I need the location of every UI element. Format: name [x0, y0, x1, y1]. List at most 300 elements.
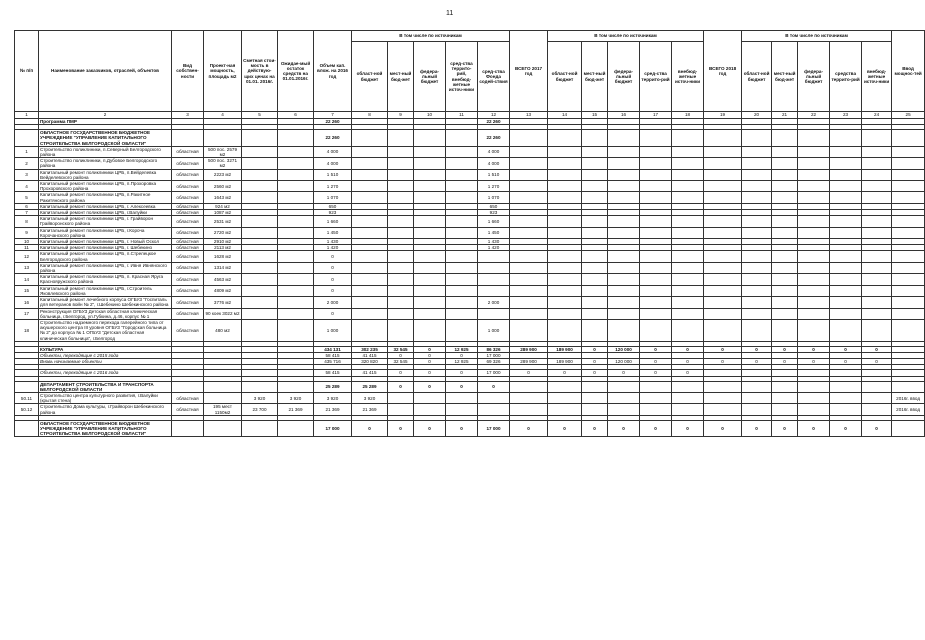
table-cell	[582, 169, 608, 180]
table-cell	[388, 130, 414, 147]
table-cell	[608, 297, 640, 308]
table-cell	[388, 319, 414, 341]
table-row	[15, 308, 925, 319]
table-cell: 41 415	[352, 370, 388, 376]
header-type: Вид собствен-ности	[172, 31, 204, 112]
row-name-cell: Строительство поликлиники, п.Дубовое Белгородского района	[39, 158, 172, 169]
table-row	[15, 319, 925, 341]
table-cell	[352, 158, 388, 169]
table-cell	[242, 216, 278, 227]
table-cell: 58 415	[314, 352, 352, 358]
table-cell: 0	[830, 359, 862, 365]
table-cell	[582, 251, 608, 262]
table-cell	[672, 392, 704, 403]
table-cell: областная	[172, 251, 204, 262]
table-cell	[862, 158, 892, 169]
table-cell	[446, 146, 478, 157]
table-cell	[478, 308, 510, 319]
table-cell	[388, 192, 414, 203]
table-cell	[892, 169, 925, 180]
table-cell	[862, 192, 892, 203]
table-cell	[548, 192, 582, 203]
table-cell: 0	[414, 352, 446, 358]
table-cell: 4 000	[478, 146, 510, 157]
table-cell: областная	[172, 262, 204, 273]
table-cell	[510, 297, 548, 308]
table-cell	[548, 285, 582, 296]
table-cell	[278, 297, 314, 308]
table-cell	[242, 158, 278, 169]
table-cell: 1628 м2	[204, 251, 242, 262]
column-number: 5	[242, 112, 278, 119]
table-cell: 12 925	[446, 346, 478, 352]
table-cell: 0	[862, 359, 892, 365]
table-cell	[478, 392, 510, 403]
table-cell	[414, 404, 446, 415]
table-row	[15, 420, 925, 437]
row-name-cell: Строительство надземного перехода галерейного типа от акушерского центра III уровня ОГБУЗ "Городская больница № 2" до корпуса № 1 ОГБУЗ "Детская областная клиническая больница", г.Белгород	[39, 319, 172, 341]
table-cell	[388, 227, 414, 238]
table-cell: 434 131	[314, 346, 352, 352]
table-cell: 1 430	[478, 239, 510, 245]
table-cell: 1 510	[478, 169, 510, 180]
table-cell	[510, 404, 548, 415]
table-cell: 435 716	[314, 359, 352, 365]
table-cell: 17	[15, 308, 39, 319]
table-cell	[510, 285, 548, 296]
table-cell: 1 660	[478, 216, 510, 227]
table-cell: 0	[772, 420, 798, 437]
table-cell: 0	[608, 370, 640, 376]
table-cell	[242, 192, 278, 203]
table-cell: 302 235	[352, 346, 388, 352]
table-cell	[548, 274, 582, 285]
table-cell: 0	[742, 359, 772, 365]
table-cell: 0	[314, 251, 352, 262]
table-cell: 0	[548, 420, 582, 437]
table-cell	[640, 404, 672, 415]
table-cell	[446, 285, 478, 296]
table-cell	[742, 392, 772, 403]
table-cell	[798, 146, 830, 157]
table-cell	[388, 297, 414, 308]
table-row	[15, 262, 925, 273]
table-cell: 1 430	[314, 239, 352, 245]
table-cell	[672, 169, 704, 180]
table-cell	[892, 381, 925, 392]
table-cell	[548, 297, 582, 308]
table-cell: 0	[388, 381, 414, 392]
table-cell	[608, 251, 640, 262]
table-cell	[352, 181, 388, 192]
table-cell: 0	[742, 346, 772, 352]
column-number: 14	[548, 112, 582, 119]
table-cell	[704, 285, 742, 296]
table-cell	[278, 216, 314, 227]
column-number: 21	[772, 112, 798, 119]
table-cell	[352, 251, 388, 262]
table-cell	[278, 158, 314, 169]
table-cell	[478, 262, 510, 273]
table-cell	[704, 130, 742, 147]
table-cell: областная	[172, 297, 204, 308]
table-cell	[446, 297, 478, 308]
table-cell	[242, 181, 278, 192]
table-cell: 0	[704, 359, 742, 365]
header-2017-federal: федера-льный бюджет	[608, 42, 640, 112]
table-cell	[478, 285, 510, 296]
table-cell: 0	[672, 370, 704, 376]
table-cell	[278, 308, 314, 319]
table-cell: 1087 м2	[204, 210, 242, 216]
table-cell	[278, 262, 314, 273]
table-cell: 924 м2	[204, 203, 242, 209]
table-cell	[172, 130, 204, 147]
table-cell	[446, 308, 478, 319]
table-cell	[742, 274, 772, 285]
row-name-cell: ОБЛАСТНОЕ ГОСУДАРСТВЕННОЕ БЮДЖЕТНОЕ УЧРЕЖДЕНИЕ "УПРАВЛЕНИЕ КАПИТАЛЬНОГО СТРОИТЕЛЬСТВА БЕЛГОРОДСКОЙ ОБЛАСТИ"	[39, 420, 172, 437]
table-cell	[798, 404, 830, 415]
table-cell: 0	[772, 346, 798, 352]
table-cell: 18	[15, 319, 39, 341]
row-name-cell: Капитальный ремонт поликлиники ЦРБ, п.Ракитное Ракитянского района	[39, 192, 172, 203]
column-number: 15	[582, 112, 608, 119]
table-cell	[582, 227, 608, 238]
table-cell: 189 900	[548, 346, 582, 352]
table-row	[15, 227, 925, 238]
table-cell	[548, 146, 582, 157]
table-cell	[510, 251, 548, 262]
header-2016-local: мест-ный бюд-жет	[388, 42, 414, 112]
column-number: 1	[15, 112, 39, 119]
table-cell	[352, 169, 388, 180]
table-cell: 69 326	[478, 359, 510, 365]
table-cell: 4 000	[314, 146, 352, 157]
table-cell: 1 450	[478, 227, 510, 238]
table-cell	[510, 192, 548, 203]
table-cell	[548, 308, 582, 319]
table-cell	[608, 146, 640, 157]
table-cell	[640, 216, 672, 227]
table-cell	[352, 297, 388, 308]
table-cell	[742, 158, 772, 169]
table-cell	[582, 216, 608, 227]
table-cell	[772, 308, 798, 319]
table-cell: 0	[314, 274, 352, 285]
table-cell: областная	[172, 392, 204, 403]
table-cell: 4563 м2	[204, 274, 242, 285]
table-cell: областная	[172, 203, 204, 209]
table-cell	[548, 404, 582, 415]
table-cell	[608, 216, 640, 227]
table-cell: 90 коек 3022 м2	[204, 308, 242, 319]
table-cell	[446, 404, 478, 415]
table-cell: 58 415	[314, 370, 352, 376]
table-cell	[278, 381, 314, 392]
table-cell: 0	[446, 352, 478, 358]
table-cell	[582, 192, 608, 203]
table-cell	[862, 251, 892, 262]
table-cell	[582, 158, 608, 169]
column-number: 9	[388, 112, 414, 119]
table-cell: 0	[314, 262, 352, 273]
table-cell	[742, 181, 772, 192]
table-cell: 0	[582, 359, 608, 365]
header-total-2018: ВСЕГО 2018 год	[704, 31, 742, 112]
table-cell: областная	[172, 239, 204, 245]
table-cell: 0	[446, 381, 478, 392]
table-cell	[608, 227, 640, 238]
column-number-row	[15, 112, 925, 119]
table-cell: 0	[414, 370, 446, 376]
table-cell	[830, 181, 862, 192]
table-cell: 5	[15, 192, 39, 203]
table-cell	[798, 262, 830, 273]
table-cell: 195 мест 1150м2	[204, 404, 242, 415]
table-cell: 7	[15, 210, 39, 216]
table-cell: 0	[772, 359, 798, 365]
header-row-top	[15, 31, 925, 42]
column-number: 8	[352, 112, 388, 119]
header-no: № п/п	[15, 31, 39, 112]
header-capacity: Проект-ная мощность, площадь м2	[204, 31, 242, 112]
table-cell	[582, 404, 608, 415]
table-cell: 3 920	[352, 392, 388, 403]
table-cell	[640, 285, 672, 296]
table-cell: областная	[172, 169, 204, 180]
row-name-cell: Объекты, переходящие с 2015 года	[39, 352, 172, 358]
row-name-cell: Строительство поликлиники, п.Северный Белгородского района	[39, 146, 172, 157]
table-cell	[388, 274, 414, 285]
table-cell	[204, 420, 242, 437]
header-group-2017: В том числе по источникам	[548, 31, 704, 42]
row-name-cell: Капитальный ремонт поликлиники ЦРБ, г.Короча Корочанского района	[39, 227, 172, 238]
table-cell	[640, 192, 672, 203]
table-cell: 86 326	[478, 346, 510, 352]
table-cell	[830, 251, 862, 262]
column-number: 10	[414, 112, 446, 119]
table-cell	[278, 274, 314, 285]
table-cell	[510, 227, 548, 238]
table-cell	[242, 297, 278, 308]
row-name-cell: Капитальный ремонт поликлиники ЦРБ, п.Вейделевка Вейделевского района	[39, 169, 172, 180]
table-cell	[242, 227, 278, 238]
table-cell: 0	[510, 370, 548, 376]
table-cell: 1 450	[314, 227, 352, 238]
table-cell	[798, 192, 830, 203]
column-number: 4	[204, 112, 242, 119]
table-cell	[548, 130, 582, 147]
table-cell	[672, 404, 704, 415]
column-number: 24	[862, 112, 892, 119]
table-cell	[742, 262, 772, 273]
row-name-cell: Капитальный ремонт поликлиники ЦРБ, п.Прохоровка Прохоровского района	[39, 181, 172, 192]
table-cell	[548, 216, 582, 227]
table-cell	[608, 181, 640, 192]
row-name-cell: Капитальный ремонт поликлиники ЦРБ, г. Алексеевка	[39, 203, 172, 209]
table-row	[15, 130, 925, 147]
table-cell: 2	[15, 158, 39, 169]
table-cell	[352, 308, 388, 319]
page-number: 11	[446, 10, 454, 17]
row-name-cell: Капитальный ремонт поликлиники ЦРБ, г. Шебекино	[39, 245, 172, 251]
header-2018-regional: област-ной бюджет	[742, 42, 772, 112]
table-cell	[704, 251, 742, 262]
table-cell	[446, 251, 478, 262]
table-cell	[672, 181, 704, 192]
table-cell	[352, 227, 388, 238]
table-cell	[446, 181, 478, 192]
table-cell	[892, 146, 925, 157]
table-cell: областная	[172, 245, 204, 251]
table-cell: 50.11	[15, 392, 39, 403]
table-cell	[548, 262, 582, 273]
table-cell	[830, 262, 862, 273]
table-cell	[640, 297, 672, 308]
table-cell	[608, 319, 640, 341]
table-cell: областная	[172, 227, 204, 238]
table-cell	[446, 274, 478, 285]
row-name-cell: ОБЛАСТНОЕ ГОСУДАРСТВЕННОЕ БЮДЖЕТНОЕ УЧРЕЖДЕНИЕ "УПРАВЛЕНИЕ КАПИТАЛЬНОГО СТРОИТЕЛЬСТВА БЕЛГОРОДСКОЙ ОБЛАСТИ"	[39, 130, 172, 147]
table-cell	[830, 146, 862, 157]
header-2018-offbudget: внебюд-жетные источ-ники	[862, 42, 892, 112]
table-cell: 16	[15, 297, 39, 308]
table-cell	[798, 308, 830, 319]
table-cell: 22 260	[478, 130, 510, 147]
row-name-cell: Объекты, переходящие с 2016 года	[39, 370, 172, 376]
table-cell	[772, 146, 798, 157]
table-cell	[414, 181, 446, 192]
table-cell	[742, 192, 772, 203]
row-name-cell: Капитальный ремонт поликлиники ЦРБ, г.Валуйки	[39, 210, 172, 216]
table-cell: 3 920	[278, 392, 314, 403]
header-2017-territories: сред-ства террито-рий	[640, 42, 672, 112]
table-cell: 3 920	[242, 392, 278, 403]
table-cell	[772, 227, 798, 238]
table-cell: 3776 м2	[204, 297, 242, 308]
table-cell	[242, 146, 278, 157]
investment-table	[14, 30, 925, 437]
table-cell	[640, 308, 672, 319]
table-cell	[414, 285, 446, 296]
table-cell	[548, 381, 582, 392]
column-number: 11	[446, 112, 478, 119]
table-cell	[204, 130, 242, 147]
table-cell: 2720 м2	[204, 227, 242, 238]
table-cell	[862, 146, 892, 157]
table-cell	[414, 251, 446, 262]
table-cell: 0	[414, 420, 446, 437]
table-cell	[608, 192, 640, 203]
table-cell: 0	[640, 420, 672, 437]
table-cell	[892, 262, 925, 273]
header-2017-offbudget: внебюд-жетные источ-ники	[672, 42, 704, 112]
table-cell	[742, 169, 772, 180]
table-cell: 2016г. ввод	[892, 404, 925, 415]
table-cell: 1 000	[314, 319, 352, 341]
table-cell	[704, 262, 742, 273]
table-cell: областная	[172, 274, 204, 285]
table-cell: 50.12	[15, 404, 39, 415]
table-row	[15, 169, 925, 180]
table-cell	[608, 285, 640, 296]
table-cell	[608, 130, 640, 147]
table-cell	[772, 381, 798, 392]
table-cell	[830, 227, 862, 238]
table-cell	[414, 192, 446, 203]
table-cell: 21 369	[314, 404, 352, 415]
table-cell	[478, 274, 510, 285]
table-cell	[608, 262, 640, 273]
table-cell	[830, 404, 862, 415]
table-cell	[892, 251, 925, 262]
table-cell: 1314 м2	[204, 262, 242, 273]
table-cell	[446, 169, 478, 180]
row-name-cell: Строительство Дома культуры, г.Грайворон Шебекинского района	[39, 404, 172, 415]
table-cell	[830, 285, 862, 296]
table-cell	[862, 285, 892, 296]
header-total-2017: ВСЕГО 2017 год	[510, 31, 548, 112]
table-row	[15, 216, 925, 227]
table-cell	[446, 262, 478, 273]
table-cell: 13	[15, 262, 39, 273]
table-cell	[510, 130, 548, 147]
table-cell	[892, 181, 925, 192]
table-cell	[862, 216, 892, 227]
table-cell	[862, 308, 892, 319]
table-cell	[772, 297, 798, 308]
table-cell: 1643 м2	[204, 192, 242, 203]
table-cell	[510, 146, 548, 157]
table-cell: 2016г. ввод	[892, 392, 925, 403]
header-2017-local: мест-ный бюд-жет	[582, 42, 608, 112]
table-cell: областная	[172, 285, 204, 296]
table-cell	[242, 130, 278, 147]
row-name-cell: Капитальный ремонт поликлиники ЦРБ, г. Грайворон Грайворонского района	[39, 216, 172, 227]
table-cell	[772, 285, 798, 296]
table-cell: 0	[314, 285, 352, 296]
table-cell: 1 660	[314, 216, 352, 227]
table-cell: 320 820	[352, 359, 388, 365]
table-cell: 22 260	[314, 119, 352, 125]
table-cell: 17 000	[314, 420, 352, 437]
table-cell	[772, 319, 798, 341]
table-cell	[640, 251, 672, 262]
table-cell: 0	[798, 420, 830, 437]
table-cell: 1 270	[478, 181, 510, 192]
table-cell	[446, 130, 478, 147]
header-2016-regional: област-ной бюджет	[352, 42, 388, 112]
table-cell: 650	[478, 203, 510, 209]
table-cell: 1	[15, 146, 39, 157]
table-cell	[388, 158, 414, 169]
table-cell: областная	[172, 308, 204, 319]
table-cell	[414, 392, 446, 403]
table-cell	[892, 227, 925, 238]
table-cell	[608, 308, 640, 319]
table-cell	[510, 392, 548, 403]
column-number: 12	[478, 112, 510, 119]
table-cell	[772, 130, 798, 147]
table-cell	[478, 251, 510, 262]
table-cell: областная	[172, 158, 204, 169]
table-cell: 0	[672, 359, 704, 365]
table-cell	[830, 216, 862, 227]
table-cell: 0	[798, 346, 830, 352]
row-name-cell: Капитальный ремонт поликлиники ЦРБ, г.Строитель Яковлевского района	[39, 285, 172, 296]
table-cell: 8	[15, 216, 39, 227]
table-cell	[704, 181, 742, 192]
